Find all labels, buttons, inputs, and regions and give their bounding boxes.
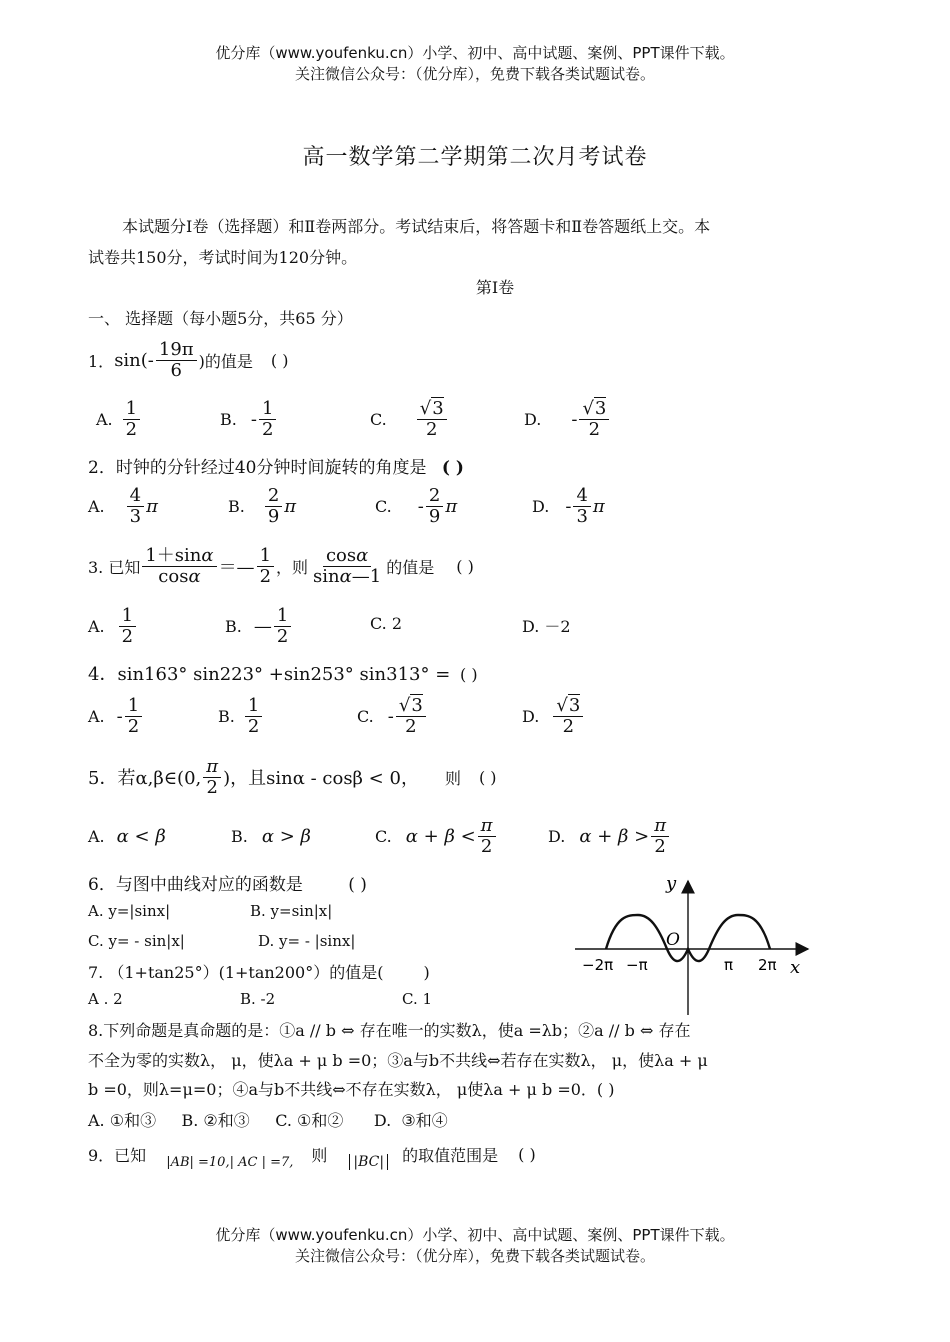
question-3: 3. 已知 $\frac{1+\sin\alpha}{\cos\alpha}$ ＝— $\frac{1}{2}$ ，则 $\frac{\cos\alpha}{\sin\alpha—1}$ 的值是 ( ) [88, 544, 474, 587]
tick-2pi: 2π [758, 956, 777, 974]
q1-fraction: $\frac{19\pi}{6}$ [156, 340, 197, 381]
q5-option-a: A. α < β [88, 825, 166, 847]
q2-option-a: A. $\frac{4}{3}$ π [88, 484, 158, 527]
q3-option-a: A. $\frac{1}{2}$ [88, 602, 138, 650]
q7-option-b: B. -2 [240, 990, 276, 1008]
q5-option-d: D. α + β > $\frac{\pi}{2}$ [548, 810, 671, 862]
q1-number: 1． [88, 351, 115, 371]
q2-option-c: C. - $\frac{2}{9}$ π [375, 484, 458, 527]
intro-line-2: 试卷共150分，考试时间为120分钟。 [88, 248, 358, 267]
q1-option-d: D. - $\frac{√3}{2}$ [524, 395, 611, 443]
question-9: 9．已知 |AB| =10,| AC | =7, 则 |BC| 的取值范围是 ( ) [88, 1144, 536, 1170]
q2-option-d: D. - $\frac{4}{3}$ π [532, 484, 605, 527]
header-line-1: 优分库（www.youfenku.cn）小学、初中、高中试题、案例、PPT课件下载。 [215, 44, 735, 62]
q6-option-b: B. y=sin|x| [250, 902, 333, 920]
q4-option-c: C. - $\frac{√3}{2}$ [357, 690, 428, 742]
q1-option-a: A. $\frac{1}{2}$ [96, 395, 142, 443]
q4-option-b: B. $\frac{1}{2}$ [218, 690, 264, 742]
q6-option-d: D. y= - |sinx| [258, 932, 356, 950]
question-7: 7. （1+tan25°）(1+tan200°）的值是( ) [88, 963, 430, 982]
origin-label: O [666, 930, 680, 950]
x-axis-label: x [790, 957, 801, 978]
q6-option-a: A. y=|sinx| [88, 902, 171, 920]
q1-pre: sin(- [114, 349, 154, 371]
y-axis-label: y [666, 875, 677, 894]
question-8-line-3: b =0，则λ=μ=0；④a与b不共线⇔不存在实数λ， μ使λa + μ b =0．( ) [88, 1080, 615, 1099]
q4-option-a: A. - $\frac{1}{2}$ [88, 690, 144, 742]
q1-post: )的值是 [198, 351, 253, 371]
q4-option-d: D. $\frac{√3}{2}$ [522, 690, 585, 742]
q3-option-b: B. — $\frac{1}{2}$ [225, 602, 293, 650]
question-4: 4．sin163° sin223° +sin253° sin313° = ( ) [88, 664, 478, 685]
q5-option-c: C. α + β < $\frac{\pi}{2}$ [375, 810, 498, 862]
tick-pi: π [724, 956, 734, 974]
tick-neg-2pi: −2π [582, 956, 614, 974]
function-graph [570, 875, 815, 1020]
q1-blank: ( ) [270, 350, 289, 370]
header-line-2: 关注微信公众号：（优分库），免费下载各类试题试卷。 [294, 65, 655, 83]
question-6: 6．与图中曲线对应的函数是 ( ) [88, 875, 367, 895]
footer-line-2: 关注微信公众号：（优分库），免费下载各类试题试卷。 [294, 1247, 655, 1265]
page-title: 高一数学第二学期第二次月考试卷 [302, 145, 648, 170]
question-8-options: A. ①和③ B. ②和③ C. ①和② D. ③和④ [88, 1111, 448, 1130]
q7-option-c: C. 1 [402, 990, 433, 1008]
q5-option-b: B. α > β [231, 825, 311, 847]
tick-neg-pi: −π [626, 956, 648, 974]
q7-option-a: A . 2 [88, 990, 123, 1008]
q3-option-c: C. 2 [370, 614, 403, 633]
q6-option-c: C. y= - sin|x| [88, 932, 185, 950]
question-8-line-2: 不全为零的实数λ， μ，使λa + μ b =0；③a与b不共线⇔若存在实数λ， μ，使λa + μ [88, 1051, 708, 1070]
question-5: 5．若α,β∈(0, $\frac{\pi}{2}$ )，且sinα - cosβ < 0， 则 ( ) [88, 755, 497, 798]
question-8-line-1: 8.下列命题是真命题的是：①a // b ⇔ 存在唯一的实数λ，使a =λb；②a // b ⇔ 存在 [88, 1021, 691, 1040]
question-2: 2．时钟的分针经过40分钟时间旋转的角度是 ( ) [88, 458, 464, 478]
section-label: 一、 选择题（每小题5分，共65 分） [88, 309, 353, 328]
q1-option-c: C. $\frac{√3}{2}$ [370, 395, 449, 443]
q2-option-b: B. $\frac{2}{9}$ π [228, 484, 297, 527]
question-1 [88, 335, 288, 385]
part-label: 第Ⅰ卷 [475, 278, 515, 297]
intro-line-1: 本试题分Ⅰ卷（选择题）和Ⅱ卷两部分。考试结束后，将答题卡和Ⅱ卷答题纸上交。本 [122, 217, 711, 236]
footer-line-1: 优分库（www.youfenku.cn）小学、初中、高中试题、案例、PPT课件下载。 [215, 1226, 735, 1244]
q3-option-d: D. －2 [522, 617, 571, 636]
q1-option-b: B. - $\frac{1}{2}$ [220, 395, 278, 443]
